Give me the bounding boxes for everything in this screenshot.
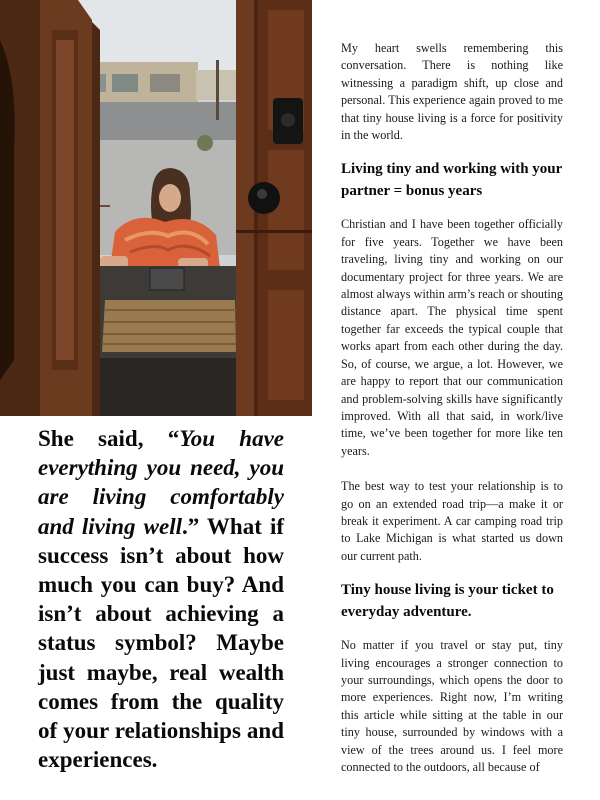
paragraph-road-trip: The best way to test your relationship is to go on an extended road trip—a make it or break it experiment. A car camping road trip to Lake Michigan is what started us down our current path.	[341, 479, 563, 563]
doorway-photo	[0, 0, 312, 416]
pull-quote	[38, 424, 284, 774]
pull-quote-quote: You have everything you need, you are living comfortably and living well	[38, 426, 284, 539]
paragraph-tiny-living: No matter if you travel or stay put, tiny living encourages a stronger connection to your surroundings, which opens the door to more experiences. Right now, I’m writing this article while sitting at the table in our tiny house, surrounded by windows with a view of the trees around us. I feel more connected to the outdoors, all because of	[341, 638, 563, 774]
intro-paragraph: My heart swells remembering this conversation. There is nothing like witnessing a paradigm shift, up close and personal. This experience again proved to me that tiny house living is a force for positivity in the world.	[341, 41, 563, 143]
section-heading-bonus-years: Living tiny and working with your partner = bonus years	[341, 161, 563, 200]
pull-quote-lead: She said, “	[38, 426, 180, 451]
article-column	[341, 40, 563, 776]
paragraph-together: Christian and I have been together officially for five years. Together we have been traveling, living tiny and working on our documentary project for three years. We are almost always within arm’s reach or shouting distance apart. The physical time spent together far exceeds the typical couple that works apart from each other during the day. So, of course, we argue, a lot. However, we are happy to report that our communication and problem-solving skills have significantly improved. With all that said, in work/live time, we’ve been together for more like ten years.	[341, 217, 563, 458]
pull-quote-rest: What if success isn’t about how much you can buy? And isn’t about achieving a status symbol? Maybe just maybe, real wealth comes from the quality of your relationships and experiences.	[38, 513, 285, 773]
section-heading-adventure: Tiny house living is your ticket to everyday adventure.	[341, 582, 554, 621]
pull-quote-close: .”	[181, 513, 207, 539]
